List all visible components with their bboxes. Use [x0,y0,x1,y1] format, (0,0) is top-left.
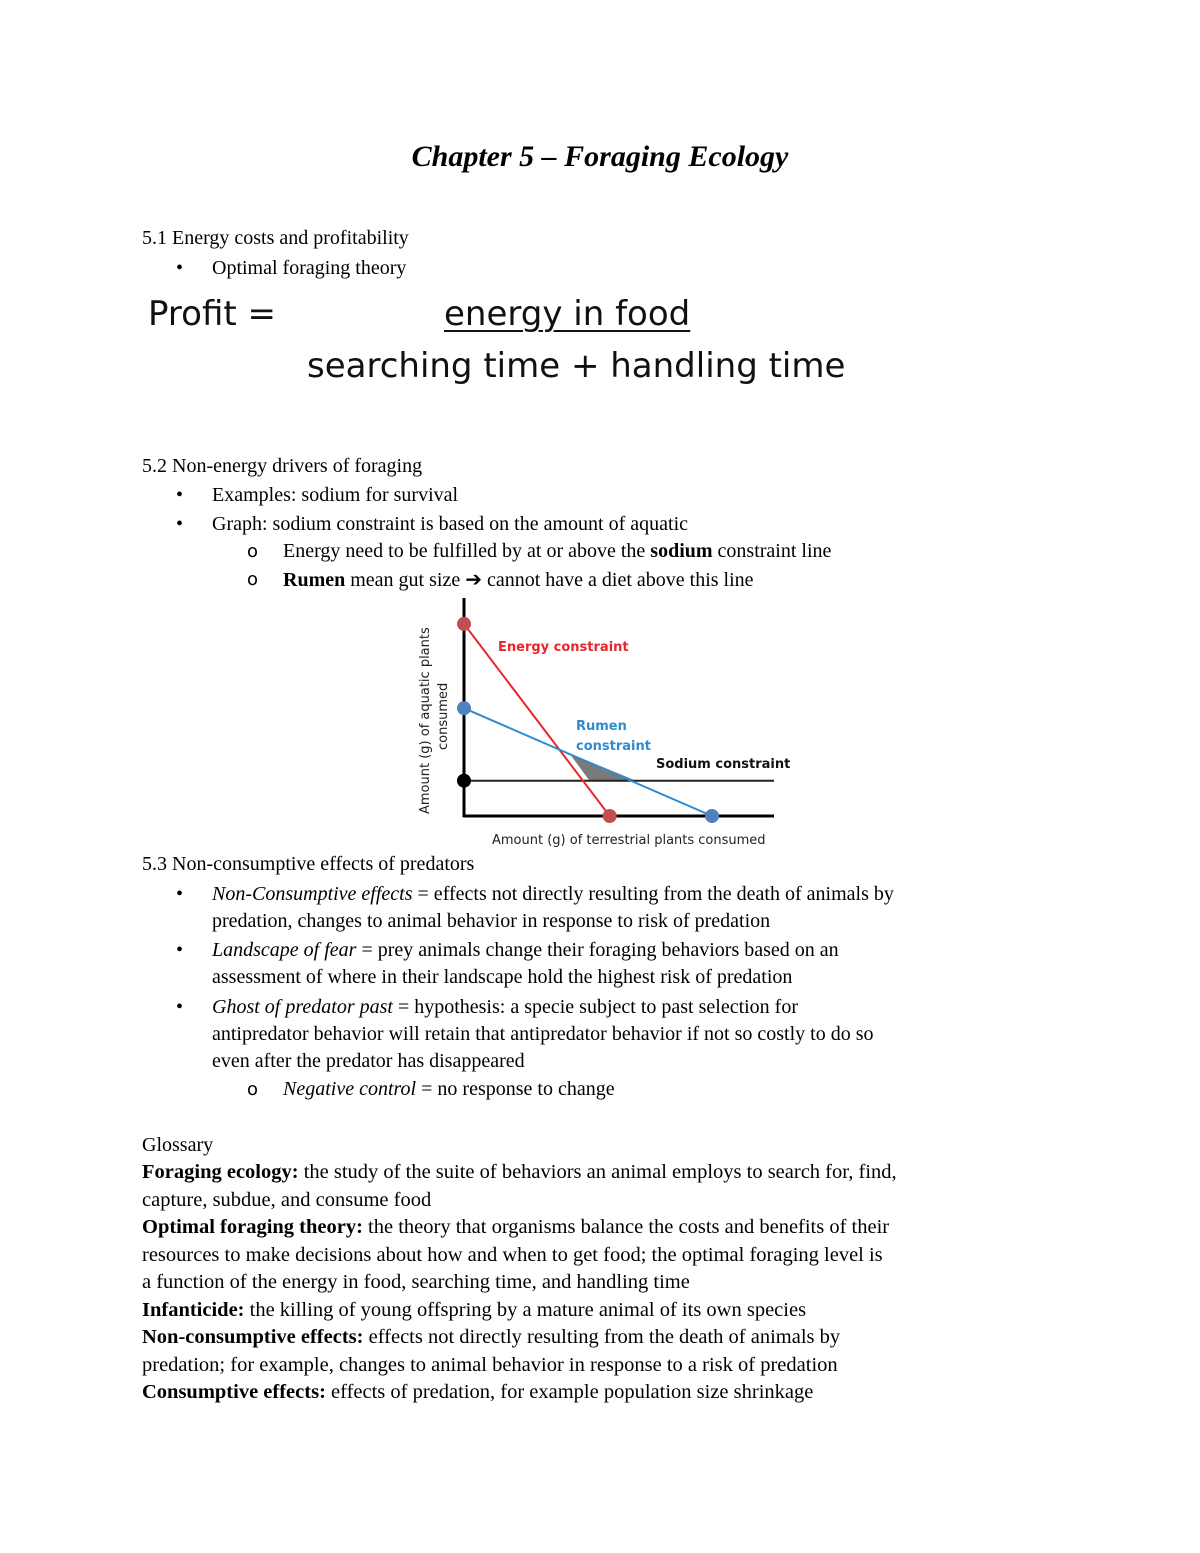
rumen-constraint-label-1: Rumen [576,719,627,734]
bullet-ghost-predator: • Ghost of predator past = hypothesis: a specie subject to past selection for [212,994,798,1021]
bullet-optimal-foraging: • Optimal foraging theory [212,255,406,282]
rumen-x-intercept-point [705,809,719,823]
sodium-y-intercept-point [457,774,471,788]
glossary-entry-optimal-foraging: Optimal foraging theory: the theory that organisms balance the costs and benefits of their [142,1216,890,1238]
glossary-text: predation; for example, changes to animal behavior in response to a risk of predation [142,1353,838,1376]
formula-numerator: energy in food [444,294,691,334]
bullet-graph: • Graph: sodium constraint is based on the amount of aquatic [212,511,688,538]
glossary-entry-non-consumptive: Non-consumptive effects: effects not directly resulting from the death of animals by [142,1326,841,1348]
rumen-constraint-label-2: constraint [576,739,651,754]
glossary-text: resources to make decisions about how and when to get food; the optimal foraging level is [142,1243,883,1266]
sodium-constraint-label: Sodium constraint [656,757,790,772]
section-5-3-heading: 5.3 Non-consumptive effects of predators [142,853,475,875]
x-axis-label: Amount (g) of terrestrial plants consumed [492,833,766,848]
bullet-ghost-predator-cont2: even after the predator has disappeared [212,1050,525,1072]
glossary-entry-infanticide: Infanticide: the killing of young offspring by a mature animal of its own species [142,1298,807,1321]
energy-y-intercept-point [457,617,471,631]
energy-x-intercept-point [603,809,617,823]
bullet-non-consumptive: • Non-Consumptive effects = effects not directly resulting from the death of animals by [212,881,894,908]
sub-rumen: o Rumen mean gut size ➔ cannot have a diet above this line [283,566,754,594]
sub-energy-need: o Energy need to be fulfilled by at or above the sodium constraint line [283,538,831,565]
bullet-landscape-fear-cont: assessment of where in their landscape hold the highest risk of predation [212,966,793,988]
glossary-entry-foraging-ecology: Foraging ecology: the study of the suite of behaviors an animal employs to search for, find, [142,1161,897,1183]
bullet-landscape-fear: • Landscape of fear = prey animals change their foraging behaviors based on an [212,937,839,964]
bullet-non-consumptive-cont: predation, changes to animal behavior in response to risk of predation [212,910,771,932]
y-axis-label-1: Amount (g) of aquatic plants [418,627,433,814]
rumen-y-intercept-point [457,701,471,715]
glossary-heading: Glossary [142,1134,214,1156]
section-5-2-heading: 5.2 Non-energy drivers of foraging [142,455,423,477]
constraint-chart [410,592,790,850]
formula-denominator: searching time + handling time [307,346,846,386]
glossary-text: a function of the energy in food, searching time, and handling time [142,1271,690,1293]
bullet-examples: • Examples: sodium for survival [212,482,458,509]
formula-profit-label: Profit = [148,294,276,334]
glossary-list [142,1159,1072,1407]
bullet-ghost-predator-cont1: antipredator behavior will retain that antipredator behavior if not so costly to do so [212,1023,874,1045]
y-axis-label-2: consumed [436,682,451,750]
page-title: Chapter 5 – Foraging Ecology [411,140,789,173]
sub-negative-control: o Negative control = no response to change [283,1076,615,1103]
glossary-entry-consumptive: Consumptive effects: effects of predation, for example population size shrinkage [142,1381,814,1403]
section-5-1-heading: 5.1 Energy costs and profitability [142,227,409,249]
right-arrow-icon: ➔ [465,567,482,591]
glossary-text: capture, subdue, and consume food [142,1188,432,1211]
energy-constraint-label: Energy constraint [498,640,629,655]
